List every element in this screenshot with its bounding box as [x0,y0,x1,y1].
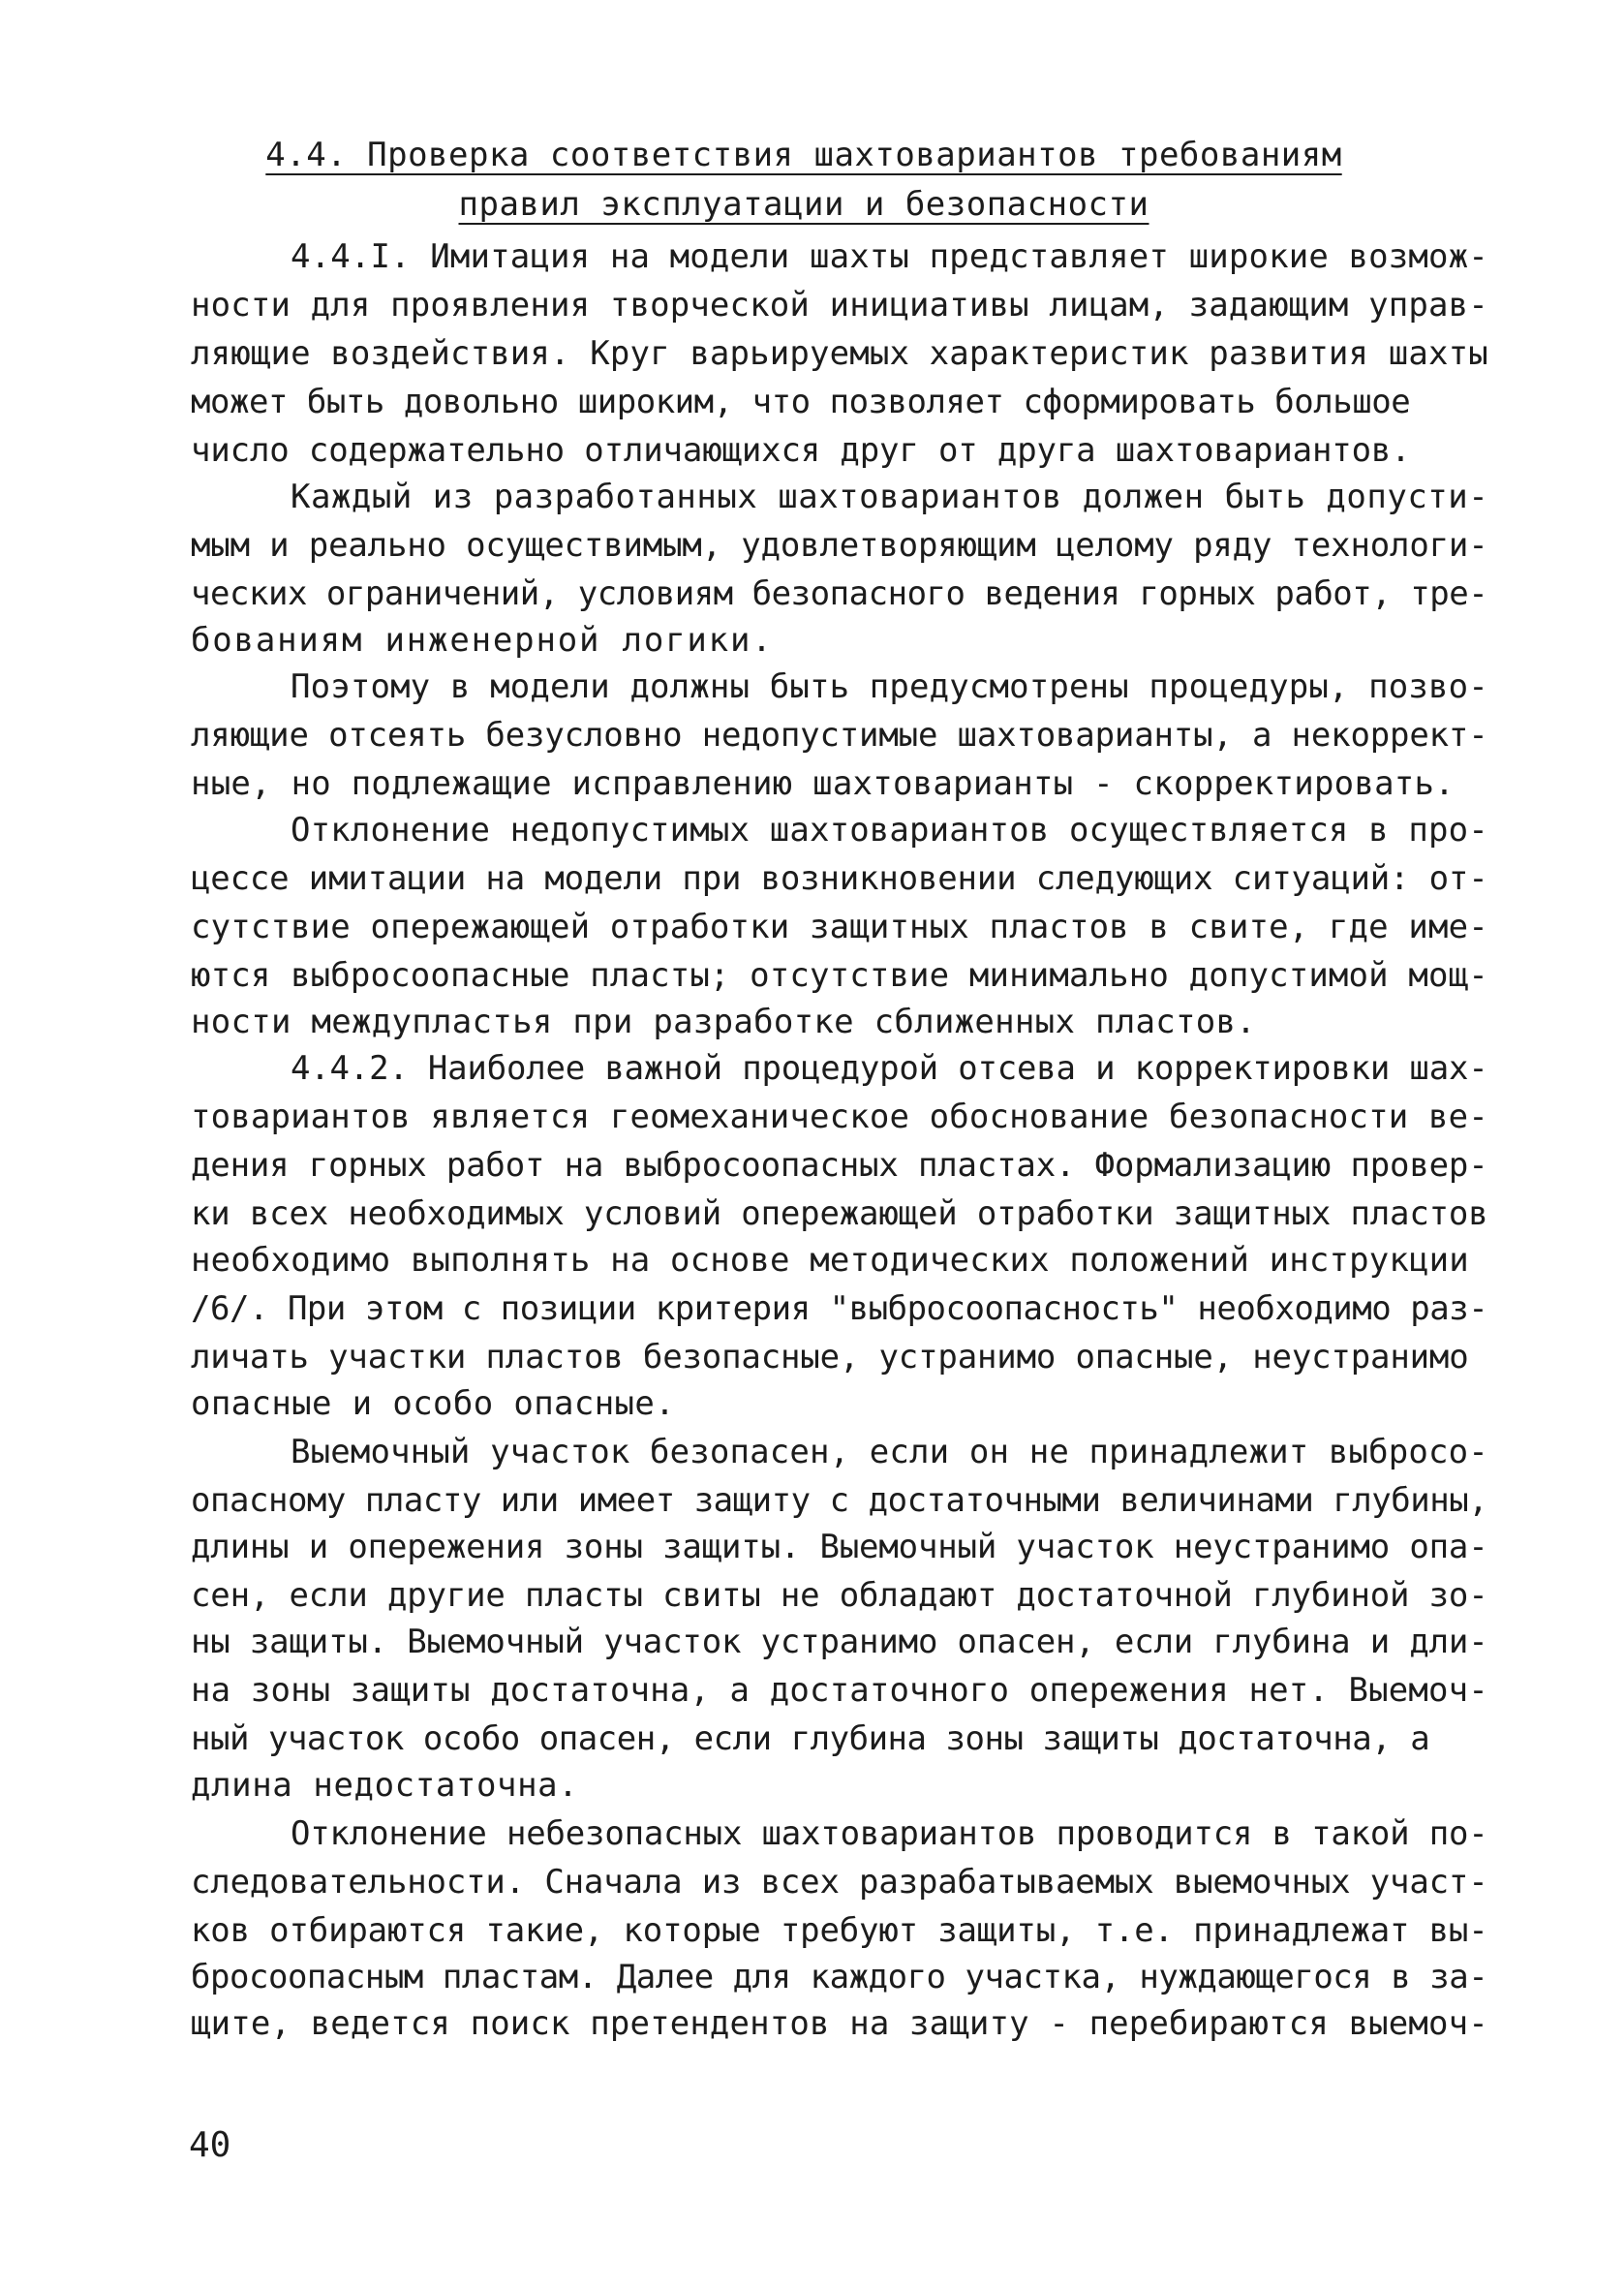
text-line: 4.4.2. Наиболее важной процедурой отсева и корректировки шах- [291,1049,1488,1088]
text-line: число содержательно отличающихся друг от друга шахтовариантов. [191,431,1411,470]
text-line: ляющие воздействия. Круг варьируемых характеристик развития шахты [191,334,1488,373]
text-line: Каждый из разработанных шахтовариантов должен быть допусти- [291,478,1489,516]
text-line: бованиям инженерной логики. [191,621,774,660]
text-line: 4.4.I. Имитация на модели шахты представляет широкие возмож- [291,237,1488,276]
text-line: дения горных работ на выбросоопасных пластах. Формализацию провер- [191,1146,1488,1185]
text-line: ки всех необходимых условий опережающей отработки защитных пластов [191,1194,1488,1233]
text-line: личать участки пластов безопасные, устранимо опасные, неустранимо [191,1338,1469,1376]
text-line: Отклонение недопустимых шахтовариантов осуществляется в про- [291,811,1488,850]
page-number: 40 [189,2125,231,2165]
section-heading-line-1: 4.4. Проверка соответствия шахтовариантов требованиям [265,136,1342,174]
text-line: Поэтому в модели должны быть предусмотрены процедуры, позво- [291,667,1488,706]
text-line: ляющие отсеять безусловно недопустимые шахтоварианты, а некоррект- [191,716,1488,755]
text-line: опасному пласту или имеет защиту с достаточными величинами глубины, [191,1481,1488,1520]
text-line: ческих ограничений, условиям безопасного ведения горных работ, тре- [191,574,1488,613]
text-line: на зоны защиты достаточна, а достаточного опережения нет. Выемоч- [191,1671,1488,1710]
text-line: товариантов является геомеханическое обоснование безопасности ве- [191,1098,1488,1136]
text-line: ков отбираются такие, которые требуют защиты, т.е. принадлежат вы- [191,1911,1488,1950]
text-line: цессе имитации на модели при возникновении следующих ситуаций: от- [191,859,1488,898]
text-line: щите, ведется поиск претендентов на защиту - перебираются выемоч- [191,2004,1488,2043]
text-line: Отклонение небезопасных шахтовариантов проводится в такой по- [291,1814,1488,1853]
text-line: необходимо выполнять на основе методических положений инструкции [191,1241,1469,1280]
text-line: Выемочный участок безопасен, если он не принадлежит выбросо- [291,1433,1488,1471]
text-line: ны защиты. Выемочный участок устранимо опасен, если глубина и дли- [191,1623,1488,1661]
text-line: длина недостаточна. [191,1766,579,1805]
text-line: бросоопасным пластам. Далее для каждого участка, нуждающегося в за- [191,1958,1488,1996]
text-line: мым и реально осуществимым, удовлетворяющим целому ряду технологи- [191,526,1488,565]
text-line: длины и опережения зоны защиты. Выемочный участок неустранимо опа- [191,1528,1488,1566]
text-line: /6/. При этом с позиции критерия "выбросоопасность" необходимо раз- [191,1289,1488,1328]
text-line: ные, но подлежащие исправлению шахтоварианты - скорректировать. [191,764,1455,803]
text-line: ности междупластья при разработке сближенных пластов. [191,1003,1256,1041]
text-line: ются выбросоопасные пласты; отсутствие минимально допустимой мощ- [191,956,1488,995]
section-heading-line-2: правил эксплуатации и безопасности [458,185,1149,224]
text-line: сен, если другие пласты свиты не обладают достаточной глубиной зо- [191,1576,1488,1615]
text-line: опасные и особо опасные. [191,1384,676,1423]
text-line: ности для проявления творческой инициативы лицам, задающим управ- [191,286,1488,325]
text-line: ный участок особо опасен, если глубина зоны защиты достаточна, а [191,1719,1430,1758]
text-line: может быть довольно широким, что позволяет сформировать большое [191,383,1411,421]
text-line: сутствие опережающей отработки защитных пластов в свите, где име- [191,908,1488,946]
text-line: следовательности. Сначала из всех разрабатываемых выемочных участ- [191,1863,1488,1902]
